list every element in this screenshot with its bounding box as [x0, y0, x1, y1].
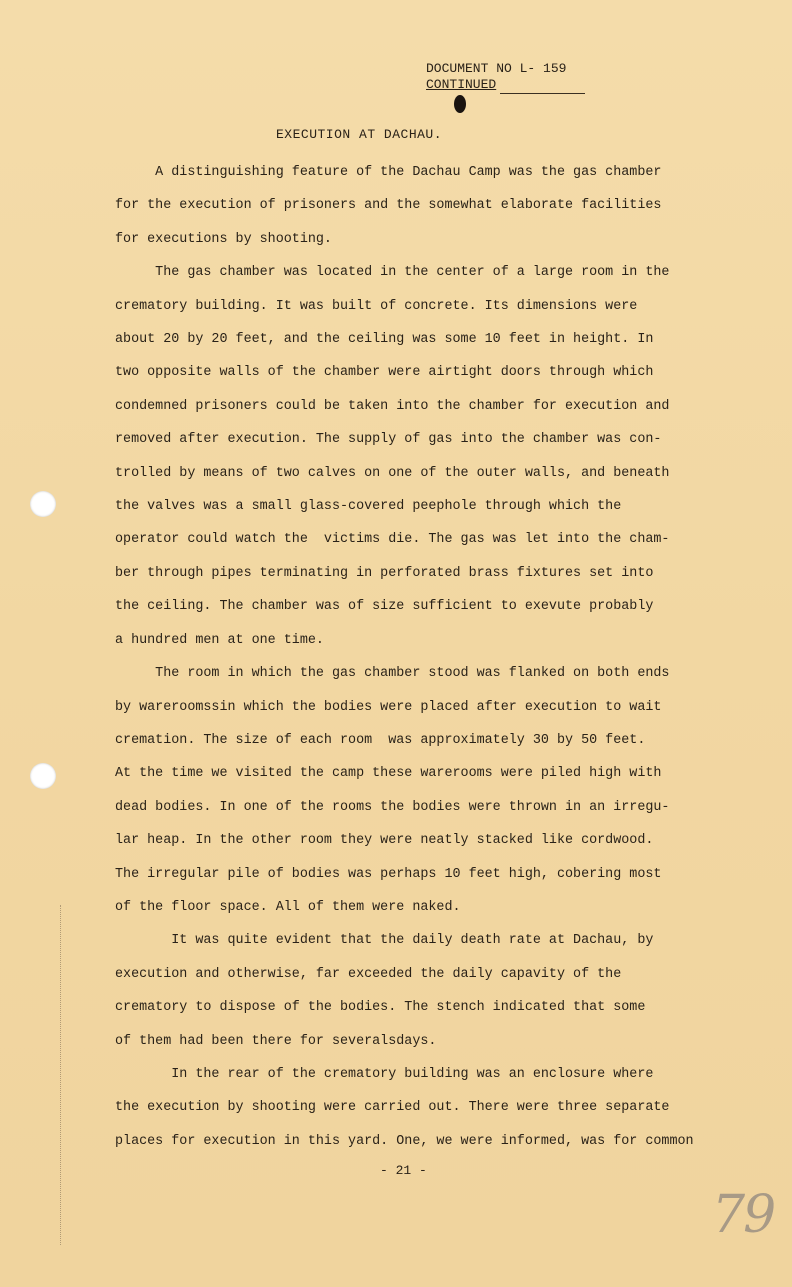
section-title: EXECUTION AT DACHAU. [276, 127, 443, 142]
text-line: In the rear of the crematory building was an enclosure where [115, 1066, 654, 1082]
text-line: removed after execution. The supply of gas into the chamber was con- [115, 432, 662, 448]
margin-marks [60, 905, 83, 1245]
text-line: crematory to dispose of the bodies. The stench indicated that some [115, 1000, 646, 1016]
header-underline [500, 93, 585, 94]
text-line: by wareroomssin which the bodies were placed after execution to wait [115, 699, 662, 715]
text-line: of them had been there for severalsdays. [115, 1033, 437, 1049]
text-line: execution and otherwise, far exceeded the daily capavity of the [115, 966, 622, 982]
text-line: operator could watch the victims die. The gas was let into the cham- [115, 532, 670, 548]
text-line: a hundred men at one time. [115, 632, 324, 648]
text-line: of the floor space. All of them were naked. [115, 899, 461, 915]
text-line: two opposite walls of the chamber were airtight doors through which [115, 365, 654, 381]
text-line: The gas chamber was located in the center of a large room in the [115, 265, 670, 281]
continued-label: CONTINUED [426, 77, 497, 92]
text-line: cremation. The size of each room was approximately 30 by 50 feet. [115, 732, 646, 748]
document-number: DOCUMENT NO L- 159 [426, 61, 567, 76]
body-text [115, 156, 705, 1158]
text-line: ber through pipes terminating in perforated brass fixtures set into [115, 565, 654, 581]
text-line: the valves was a small glass-covered peephole through which the [115, 499, 622, 515]
text-line: places for execution in this yard. One, we were informed, was for common [115, 1133, 694, 1149]
text-line: The irregular pile of bodies was perhaps 10 feet high, cobering most [115, 866, 662, 882]
punch-hole-top [30, 491, 56, 517]
text-line: dead bodies. In one of the rooms the bodies were thrown in an irregu- [115, 799, 670, 815]
text-line: crematory building. It was built of concrete. Its dimensions were [115, 298, 638, 314]
document-header [426, 61, 566, 93]
text-line: At the time we visited the camp these warerooms were piled high with [115, 766, 662, 782]
text-line: condemned prisoners could be taken into the chamber for execution and [115, 398, 670, 414]
punch-hole-bottom [30, 763, 56, 789]
text-line: It was quite evident that the daily death rate at Dachau, by [115, 933, 654, 949]
text-line: for executions by shooting. [115, 231, 332, 247]
ink-blot [454, 95, 466, 113]
page-number: - 21 - [380, 1163, 427, 1178]
pencil-annotation: 79 [712, 1185, 775, 1245]
text-line: A distinguishing feature of the Dachau Camp was the gas chamber [115, 165, 662, 180]
text-line: trolled by means of two calves on one of the outer walls, and beneath [115, 465, 670, 481]
text-line: for the execution of prisoners and the somewhat elaborate facilities [115, 198, 662, 214]
text-line: lar heap. In the other room they were neatly stacked like cordwood. [115, 833, 654, 849]
text-line: The room in which the gas chamber stood was flanked on both ends [115, 666, 670, 682]
text-line: the ceiling. The chamber was of size sufficient to exevute probably [115, 599, 654, 615]
text-line: the execution by shooting were carried out. There were three separate [115, 1100, 670, 1116]
text-line: about 20 by 20 feet, and the ceiling was some 10 feet in height. In [115, 332, 654, 348]
